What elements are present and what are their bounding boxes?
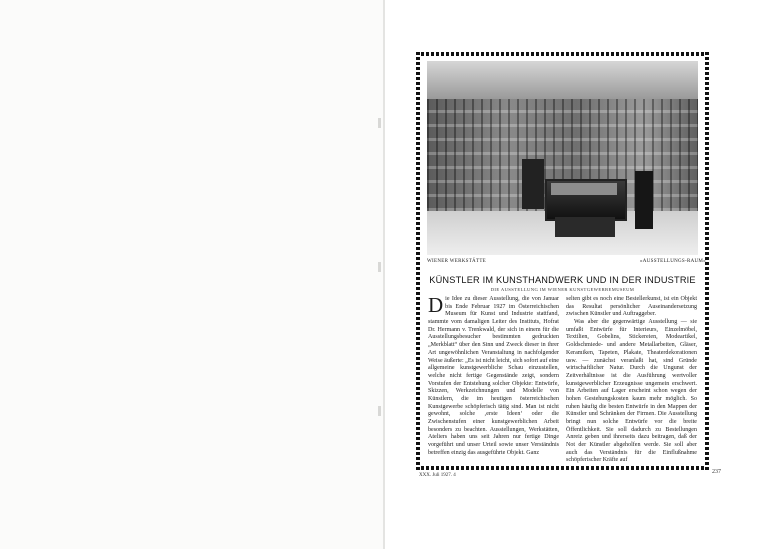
border-left: [416, 52, 420, 470]
article-title: KÜNSTLER IM KUNSTHANDWERK UND IN DER INDUSTRIE: [429, 275, 696, 285]
text-column-right: [566, 296, 697, 464]
photo-display-case-glass: [551, 183, 617, 195]
page-mark: [378, 406, 381, 416]
article-subtitle: DIE AUSSTELLUNG IM WIENER KUNSTGEWERBEMUSEUM: [490, 287, 635, 292]
paragraph: selten gibt es noch eine Bestellerkunst, ist ein Objekt das Resultat persönlicher Auseinandersetzung zwischen Künstler und Auftraggeber.: [566, 296, 697, 318]
page-mark: [378, 262, 381, 272]
photo-chair: [635, 171, 653, 229]
photo-table: [555, 217, 615, 237]
photo-caption-right: »AUSSTELLUNGS-RAUM«: [640, 259, 706, 264]
page-mark: [378, 118, 381, 128]
paragraph: Was aber die gegenwärtige Ausstellung — sie umfaßt Entwürfe für Interieurs, Einzelmöbel, Textilien, Gobelins, Stickereien, Modeartikel, Goldschmiede- und andere Metallarbeiten, Gläser, Keramiken, Tapeten, Plakate, Theaterdekorationen usw. — zunächst veranlaßt hat, sind Gründe wirtschaftlicher Natur. Durch die Ungunst der Zeitverhältnisse ist die Ausführung wertvoller kunstgewerblicher Erzeugnisse ungemein erschwert. Ein Arbeiten auf Lager erscheint schon wegen der hohen Gestehungskosten kaum mehr möglich. So ruhen häufig die besten Entwürfe in den Mappen der Künstler und Schränken der Firmen. Die Ausstellung bringt nun solche Entwürfe vor die breite Öffentlichkeit. Sie soll dadurch zu Bestellungen Anreiz geben und ihrerseits dazu beitragen, daß der Not der Künstler abgeholfen werde. Sie soll aber auch das Verständnis für die Einflußnahme schöpferischer Kräfte auf: [566, 319, 697, 464]
text-column-left: [428, 293, 559, 460]
photo-ceiling: [427, 61, 698, 99]
paragraph: [428, 293, 559, 457]
page-number: 237: [712, 469, 721, 475]
photo-caption-left: WIENER WERKSTÄTTE: [427, 259, 487, 264]
border-top: [416, 52, 709, 56]
left-page: [0, 0, 384, 549]
border-bottom: [416, 466, 709, 470]
photo-chair: [522, 159, 544, 209]
drop-cap: D: [428, 293, 444, 317]
paragraph-text: ie Idee zu dieser Ausstellung, die von Januar bis Ende Februar 1927 im Österreichischen Museum für Kunst und Industrie stattfand, stammte vom damaligen Leiter des Instituts, Hofrat Dr. Hermann v. Trenkwald, der sich in einem für die Ausstellungsbesucher bestimmten gedruckten „Merkblatt“ über den Sinn und Zweck dieser in ihrer Art ungewöhnlichen Veranstaltung in nachfolgender Weise äußerte: „Es ist nicht leicht, sich sofort auf eine allgemeine kunstgewerbliche Schau einzustellen, welche nicht fertige Gegenstände zeigt, sondern Vorstufen der Entstehung solcher Objekte: Entwürfe, Skizzen, Werkzeichnungen und Modelle von Künstlern, die im heutigen österreichischen Kunstgewerbe schöpferisch tätig sind. Man ist nicht gewohnt, solche ‚erste Ideen‘ oder die Zwischenstufen einer kunstgewerblichen Arbeit besonders zu beachten. Ausstellungen, Werkstätten, Ateliers haben uns seit Jahren nur fertige Dinge vorgeführt und unser Urteil sowie unser Verständnis betreffen einzig das ausgeführte Objekt. Ganz: [428, 296, 559, 456]
footer-issue: XXX. Juli 1927. 4: [419, 473, 456, 478]
exhibition-room-photo: [427, 61, 698, 255]
